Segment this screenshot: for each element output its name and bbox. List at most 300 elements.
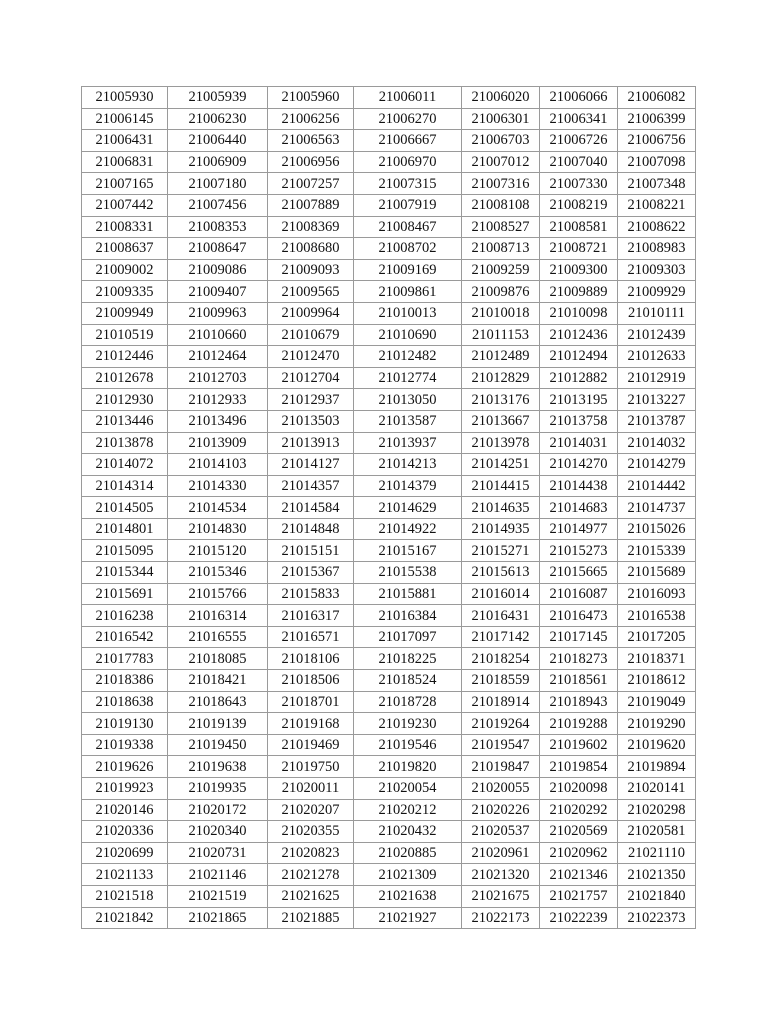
table-row: [82, 907, 696, 929]
table-cell: 21016571: [268, 626, 354, 648]
table-cell: 21006440: [168, 130, 268, 152]
table-cell: 21019469: [268, 734, 354, 756]
table-cell: 21006270: [354, 108, 462, 130]
table-cell: 21012703: [168, 367, 268, 389]
table-cell: 21008353: [168, 216, 268, 238]
table-cell: 21009861: [354, 281, 462, 303]
table-cell: 21009169: [354, 259, 462, 281]
table-row: [82, 734, 696, 756]
table-cell: 21020226: [462, 799, 540, 821]
table-row: [82, 497, 696, 519]
table-row: [82, 864, 696, 886]
table-cell: 21020146: [82, 799, 168, 821]
table-cell: 21021518: [82, 885, 168, 907]
table-cell: 21008221: [618, 194, 696, 216]
table-cell: 21021675: [462, 885, 540, 907]
table-cell: 21005930: [82, 87, 168, 109]
table-cell: 21014683: [540, 497, 618, 519]
table-cell: 21016538: [618, 605, 696, 627]
table-cell: 21008331: [82, 216, 168, 238]
table-cell: 21008713: [462, 238, 540, 260]
table-row: [82, 885, 696, 907]
table-cell: 21010098: [540, 302, 618, 324]
table-cell: 21006703: [462, 130, 540, 152]
table-cell: 21014629: [354, 497, 462, 519]
table-cell: 21013758: [540, 410, 618, 432]
table-cell: 21009407: [168, 281, 268, 303]
table-cell: 21007315: [354, 173, 462, 195]
table-row: [82, 432, 696, 454]
table-row: [82, 605, 696, 627]
table-cell: 21020207: [268, 799, 354, 821]
table-row: [82, 583, 696, 605]
table-cell: 21020336: [82, 821, 168, 843]
table-cell: 21012439: [618, 324, 696, 346]
table-cell: 21018371: [618, 648, 696, 670]
table-cell: 21019450: [168, 734, 268, 756]
table-cell: 21013227: [618, 389, 696, 411]
table-row: [82, 648, 696, 670]
table-cell: 21018421: [168, 670, 268, 692]
table-cell: 21021350: [618, 864, 696, 886]
table-cell: 21016317: [268, 605, 354, 627]
table-cell: 21020731: [168, 842, 268, 864]
table-cell: 21009929: [618, 281, 696, 303]
table-cell: 21015026: [618, 518, 696, 540]
table-cell: 21013496: [168, 410, 268, 432]
table-cell: 21013909: [168, 432, 268, 454]
table-cell: 21021110: [618, 842, 696, 864]
table-cell: 21012489: [462, 346, 540, 368]
table-cell: 21022239: [540, 907, 618, 929]
table-cell: 21006399: [618, 108, 696, 130]
table-cell: 21009949: [82, 302, 168, 324]
table-cell: 21007098: [618, 151, 696, 173]
table-cell: 21013050: [354, 389, 462, 411]
table-cell: 21020537: [462, 821, 540, 843]
table-cell: 21015273: [540, 540, 618, 562]
table-row: [82, 216, 696, 238]
table-cell: 21015151: [268, 540, 354, 562]
table-cell: 21018943: [540, 691, 618, 713]
table-row: [82, 108, 696, 130]
table-cell: 21020962: [540, 842, 618, 864]
table-cell: 21018612: [618, 670, 696, 692]
table-cell: 21022173: [462, 907, 540, 929]
table-cell: 21008369: [268, 216, 354, 238]
table-row: [82, 173, 696, 195]
table-cell: 21007456: [168, 194, 268, 216]
table-cell: 21013978: [462, 432, 540, 454]
table-cell: 21010679: [268, 324, 354, 346]
table-cell: 21012482: [354, 346, 462, 368]
table-cell: 21021885: [268, 907, 354, 929]
table-cell: 21018273: [540, 648, 618, 670]
table-cell: 21007889: [268, 194, 354, 216]
table-cell: 21013503: [268, 410, 354, 432]
table-cell: 21019139: [168, 713, 268, 735]
table-cell: 21019338: [82, 734, 168, 756]
table-cell: 21012494: [540, 346, 618, 368]
table-cell: 21010519: [82, 324, 168, 346]
table-cell: 21014534: [168, 497, 268, 519]
table-cell: 21015346: [168, 562, 268, 584]
table-cell: 21021320: [462, 864, 540, 886]
table-cell: 21007180: [168, 173, 268, 195]
table-row: [82, 756, 696, 778]
table-cell: 21018561: [540, 670, 618, 692]
table-cell: 21006256: [268, 108, 354, 130]
table-cell: 21014737: [618, 497, 696, 519]
table-cell: 21019935: [168, 778, 268, 800]
table-row: [82, 518, 696, 540]
table-cell: 21020055: [462, 778, 540, 800]
table-cell: 21018254: [462, 648, 540, 670]
table-cell: 21018914: [462, 691, 540, 713]
table-row: [82, 367, 696, 389]
roll-number-table-body: [82, 87, 696, 929]
table-cell: 21020098: [540, 778, 618, 800]
table-cell: 21010660: [168, 324, 268, 346]
table-row: [82, 713, 696, 735]
table-cell: 21013667: [462, 410, 540, 432]
table-cell: 21015367: [268, 562, 354, 584]
table-cell: 21012933: [168, 389, 268, 411]
table-cell: 21010013: [354, 302, 462, 324]
table-cell: 21019638: [168, 756, 268, 778]
table-cell: 21016555: [168, 626, 268, 648]
table-cell: 21021625: [268, 885, 354, 907]
table-cell: 21006563: [268, 130, 354, 152]
table-cell: 21014127: [268, 454, 354, 476]
table-cell: 21015339: [618, 540, 696, 562]
table-cell: 21018085: [168, 648, 268, 670]
table-cell: 21006145: [82, 108, 168, 130]
table-cell: 21007012: [462, 151, 540, 173]
table-row: [82, 259, 696, 281]
table-cell: 21012470: [268, 346, 354, 368]
table-row: [82, 410, 696, 432]
table-cell: 21006756: [618, 130, 696, 152]
table-cell: 21016542: [82, 626, 168, 648]
table-cell: 21018506: [268, 670, 354, 692]
table-cell: 21015665: [540, 562, 618, 584]
table-cell: 21021346: [540, 864, 618, 886]
table-cell: 21009093: [268, 259, 354, 281]
table-cell: 21012633: [618, 346, 696, 368]
table-cell: 21009002: [82, 259, 168, 281]
table-cell: 21021519: [168, 885, 268, 907]
table-cell: 21014848: [268, 518, 354, 540]
table-row: [82, 130, 696, 152]
table-cell: 21007257: [268, 173, 354, 195]
table-cell: 21013787: [618, 410, 696, 432]
table-cell: 21009259: [462, 259, 540, 281]
table-cell: 21009963: [168, 302, 268, 324]
table-cell: 21020011: [268, 778, 354, 800]
table-cell: 21013913: [268, 432, 354, 454]
table-row: [82, 670, 696, 692]
table-cell: 21019894: [618, 756, 696, 778]
table-cell: 21014415: [462, 475, 540, 497]
table-cell: 21016087: [540, 583, 618, 605]
table-cell: 21019854: [540, 756, 618, 778]
table-cell: 21006020: [462, 87, 540, 109]
table-cell: 21014357: [268, 475, 354, 497]
table-cell: 21009889: [540, 281, 618, 303]
table-cell: 21013937: [354, 432, 462, 454]
table-cell: 21012829: [462, 367, 540, 389]
table-cell: 21015613: [462, 562, 540, 584]
table-cell: 21016431: [462, 605, 540, 627]
table-cell: 21019847: [462, 756, 540, 778]
table-cell: 21013176: [462, 389, 540, 411]
table-cell: 21006431: [82, 130, 168, 152]
table-cell: 21017097: [354, 626, 462, 648]
table-cell: 21020212: [354, 799, 462, 821]
table-row: [82, 281, 696, 303]
table-cell: 21009335: [82, 281, 168, 303]
table-cell: 21006956: [268, 151, 354, 173]
table-cell: 21021133: [82, 864, 168, 886]
table-cell: 21012774: [354, 367, 462, 389]
table-cell: 21009876: [462, 281, 540, 303]
table-cell: 21014801: [82, 518, 168, 540]
table-cell: 21015167: [354, 540, 462, 562]
table-cell: 21015538: [354, 562, 462, 584]
table-cell: 21020885: [354, 842, 462, 864]
table-cell: 21014279: [618, 454, 696, 476]
table-cell: 21012930: [82, 389, 168, 411]
table-row: [82, 540, 696, 562]
table-cell: 21006909: [168, 151, 268, 173]
table-cell: 21016093: [618, 583, 696, 605]
table-cell: 21007316: [462, 173, 540, 195]
table-cell: 21008680: [268, 238, 354, 260]
table-cell: 21015344: [82, 562, 168, 584]
table-cell: 21020569: [540, 821, 618, 843]
table-cell: 21012882: [540, 367, 618, 389]
table-cell: 21006831: [82, 151, 168, 173]
table-cell: 21019230: [354, 713, 462, 735]
table-cell: 21015271: [462, 540, 540, 562]
table-cell: 21007348: [618, 173, 696, 195]
table-cell: 21009300: [540, 259, 618, 281]
table-row: [82, 389, 696, 411]
table-cell: 21015766: [168, 583, 268, 605]
table-cell: 21014584: [268, 497, 354, 519]
table-cell: 21006066: [540, 87, 618, 109]
table-cell: 21018559: [462, 670, 540, 692]
table-cell: 21014330: [168, 475, 268, 497]
table-row: [82, 302, 696, 324]
table-cell: 21014314: [82, 475, 168, 497]
table-cell: 21014442: [618, 475, 696, 497]
table-cell: 21008647: [168, 238, 268, 260]
table-cell: 21014251: [462, 454, 540, 476]
table-cell: 21019288: [540, 713, 618, 735]
table-cell: 21014977: [540, 518, 618, 540]
table-cell: 21015881: [354, 583, 462, 605]
table-cell: 21020823: [268, 842, 354, 864]
table-cell: 21012464: [168, 346, 268, 368]
table-cell: 21015691: [82, 583, 168, 605]
table-cell: 21014270: [540, 454, 618, 476]
table-cell: 21005960: [268, 87, 354, 109]
table-cell: 21021927: [354, 907, 462, 929]
table-cell: 21008622: [618, 216, 696, 238]
table-cell: 21006301: [462, 108, 540, 130]
table-cell: 21016314: [168, 605, 268, 627]
table-cell: 21013587: [354, 410, 462, 432]
table-cell: 21005939: [168, 87, 268, 109]
table-cell: 21017783: [82, 648, 168, 670]
table-cell: 21015120: [168, 540, 268, 562]
table-row: [82, 626, 696, 648]
table-cell: 21019750: [268, 756, 354, 778]
table-cell: 21020961: [462, 842, 540, 864]
table-cell: 21007919: [354, 194, 462, 216]
table-cell: 21020054: [354, 778, 462, 800]
table-cell: 21021757: [540, 885, 618, 907]
table-cell: 21014438: [540, 475, 618, 497]
table-cell: 21020699: [82, 842, 168, 864]
table-cell: 21010690: [354, 324, 462, 346]
table-cell: 21012678: [82, 367, 168, 389]
table-cell: 21019602: [540, 734, 618, 756]
table-cell: 21006341: [540, 108, 618, 130]
table-row: [82, 346, 696, 368]
table-cell: 21011153: [462, 324, 540, 346]
table-cell: 21014922: [354, 518, 462, 540]
table-cell: 21019923: [82, 778, 168, 800]
table-cell: 21007442: [82, 194, 168, 216]
table-row: [82, 475, 696, 497]
table-row: [82, 324, 696, 346]
table-cell: 21008702: [354, 238, 462, 260]
table-cell: 21020432: [354, 821, 462, 843]
table-cell: 21013195: [540, 389, 618, 411]
table-cell: 21020141: [618, 778, 696, 800]
table-cell: 21013446: [82, 410, 168, 432]
table-cell: 21014830: [168, 518, 268, 540]
table-cell: 21012704: [268, 367, 354, 389]
table-cell: 21007040: [540, 151, 618, 173]
table-cell: 21010018: [462, 302, 540, 324]
table-cell: 21008721: [540, 238, 618, 260]
table-cell: 21012436: [540, 324, 618, 346]
table-cell: 21014103: [168, 454, 268, 476]
table-row: [82, 87, 696, 109]
table-cell: 21007330: [540, 173, 618, 195]
table-cell: 21008527: [462, 216, 540, 238]
table-cell: 21009303: [618, 259, 696, 281]
table-cell: 21021146: [168, 864, 268, 886]
table-cell: 21020581: [618, 821, 696, 843]
table-cell: 21009964: [268, 302, 354, 324]
table-cell: 21021278: [268, 864, 354, 886]
table-cell: 21007165: [82, 173, 168, 195]
table-cell: 21019620: [618, 734, 696, 756]
table-cell: 21008581: [540, 216, 618, 238]
table-row: [82, 454, 696, 476]
table-cell: 21006667: [354, 130, 462, 152]
table-cell: 21019547: [462, 734, 540, 756]
table-cell: 21008219: [540, 194, 618, 216]
table-cell: 21016384: [354, 605, 462, 627]
table-cell: 21014031: [540, 432, 618, 454]
table-cell: 21019049: [618, 691, 696, 713]
table-cell: 21017145: [540, 626, 618, 648]
table-row: [82, 799, 696, 821]
table-cell: 21018638: [82, 691, 168, 713]
table-cell: 21009086: [168, 259, 268, 281]
table-row: [82, 238, 696, 260]
table-cell: 21018225: [354, 648, 462, 670]
table-cell: 21013878: [82, 432, 168, 454]
table-cell: 21019130: [82, 713, 168, 735]
table-cell: 21017205: [618, 626, 696, 648]
table-cell: 21008983: [618, 238, 696, 260]
table-cell: 21006082: [618, 87, 696, 109]
table-cell: 21018386: [82, 670, 168, 692]
table-cell: 21014505: [82, 497, 168, 519]
table-cell: 21016014: [462, 583, 540, 605]
table-cell: 21008637: [82, 238, 168, 260]
table-cell: 21012919: [618, 367, 696, 389]
table-row: [82, 194, 696, 216]
table-cell: 21021842: [82, 907, 168, 929]
table-cell: 21019168: [268, 713, 354, 735]
table-cell: 21008108: [462, 194, 540, 216]
table-row: [82, 151, 696, 173]
table-cell: 21021309: [354, 864, 462, 886]
table-cell: 21020355: [268, 821, 354, 843]
table-cell: 21020340: [168, 821, 268, 843]
table-cell: 21015095: [82, 540, 168, 562]
table-cell: 21019290: [618, 713, 696, 735]
table-cell: 21021638: [354, 885, 462, 907]
table-cell: 21009565: [268, 281, 354, 303]
table-cell: 21015833: [268, 583, 354, 605]
table-cell: 21014379: [354, 475, 462, 497]
table-cell: 21018728: [354, 691, 462, 713]
table-cell: 21019546: [354, 734, 462, 756]
table-cell: 21014032: [618, 432, 696, 454]
table-cell: 21019264: [462, 713, 540, 735]
table-cell: 21008467: [354, 216, 462, 238]
table-cell: 21014072: [82, 454, 168, 476]
table-row: [82, 691, 696, 713]
table-cell: 21017142: [462, 626, 540, 648]
table-cell: 21006230: [168, 108, 268, 130]
table-row: [82, 842, 696, 864]
table-cell: 21021840: [618, 885, 696, 907]
table-cell: 21018524: [354, 670, 462, 692]
table-cell: 21006011: [354, 87, 462, 109]
table-cell: 21010111: [618, 302, 696, 324]
table-cell: 21006970: [354, 151, 462, 173]
table-cell: 21018701: [268, 691, 354, 713]
table-cell: 21020172: [168, 799, 268, 821]
table-cell: 21012446: [82, 346, 168, 368]
table-cell: 21019626: [82, 756, 168, 778]
table-cell: 21022373: [618, 907, 696, 929]
table-cell: 21020292: [540, 799, 618, 821]
table-cell: 21016238: [82, 605, 168, 627]
table-cell: 21021865: [168, 907, 268, 929]
table-cell: 21014213: [354, 454, 462, 476]
